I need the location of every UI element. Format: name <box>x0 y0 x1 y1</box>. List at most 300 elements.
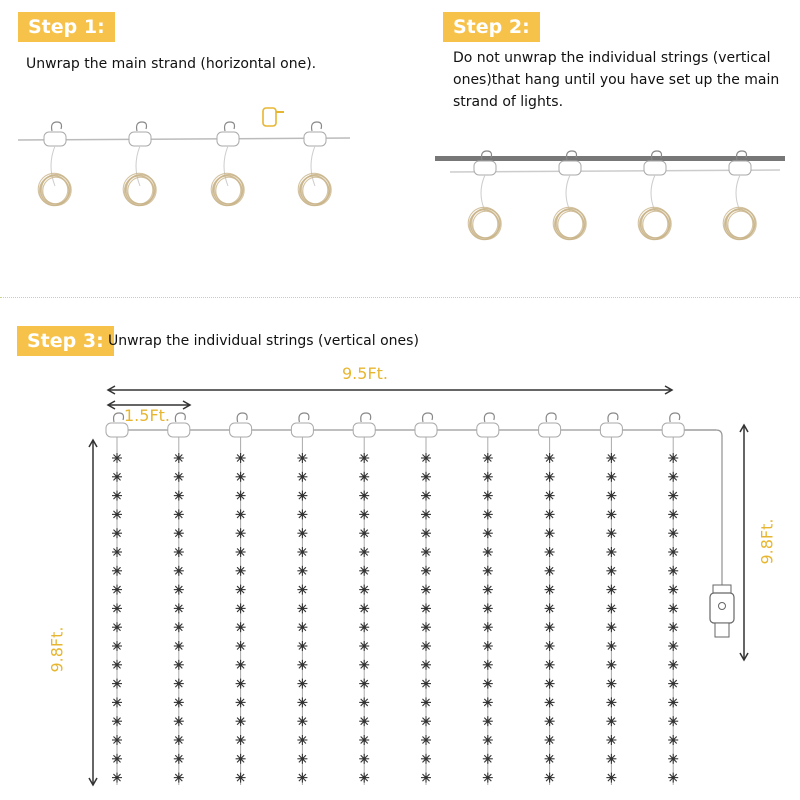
clip-box <box>217 132 239 146</box>
bulb-core <box>610 532 613 535</box>
light-bulb <box>236 547 246 557</box>
bulb-core <box>301 626 304 629</box>
string-clip <box>539 413 561 437</box>
light-bulb <box>606 697 616 707</box>
light-bulb <box>236 472 246 482</box>
bulb-core <box>115 720 118 723</box>
light-bulb <box>421 660 431 670</box>
light-bulb <box>668 528 678 538</box>
bulb-core <box>177 682 180 685</box>
light-bulb <box>668 697 678 707</box>
power-cable <box>672 430 722 585</box>
light-bulb <box>174 491 184 501</box>
bulb-core <box>610 513 613 516</box>
string-spacing-label: 1.5Ft. <box>124 406 171 425</box>
step2-line-1: Do not unwrap the individual strings (vertical <box>453 50 771 66</box>
bulb-core <box>363 720 366 723</box>
clip-box <box>230 423 252 437</box>
light-bulb <box>112 491 122 501</box>
light-bulb <box>421 491 431 501</box>
bulb-core <box>672 588 675 591</box>
step1-coil-4 <box>298 173 331 205</box>
bulb-core <box>610 626 613 629</box>
bulb-core <box>363 494 366 497</box>
light-bulb <box>606 547 616 557</box>
bulb-core <box>548 663 551 666</box>
coil-ring <box>128 177 154 204</box>
light-bulb <box>359 622 369 632</box>
light-bulb <box>359 528 369 538</box>
bulb-core <box>115 757 118 760</box>
light-bulb <box>297 773 307 783</box>
light-bulb <box>112 660 122 670</box>
vertical-string-2 <box>174 437 184 785</box>
string-clip <box>291 413 313 437</box>
bulb-core <box>363 776 366 779</box>
bulb-core <box>486 513 489 516</box>
step2-clip-2 <box>559 151 581 175</box>
light-bulb <box>421 735 431 745</box>
clip-box <box>644 161 666 175</box>
light-bulb <box>359 754 369 764</box>
light-bulb <box>359 716 369 726</box>
light-bulb <box>606 735 616 745</box>
light-bulb <box>297 754 307 764</box>
light-bulb <box>174 660 184 670</box>
light-bulb <box>421 641 431 651</box>
bulb-core <box>363 456 366 459</box>
light-bulb <box>421 773 431 783</box>
light-bulb <box>545 622 555 632</box>
light-bulb <box>421 547 431 557</box>
bulb-core <box>363 701 366 704</box>
bulb-core <box>548 720 551 723</box>
step2-drop-wire <box>481 175 485 211</box>
bulb-core <box>424 757 427 760</box>
bulb-core <box>177 663 180 666</box>
bulb-core <box>424 494 427 497</box>
light-bulb <box>421 585 431 595</box>
light-bulb <box>174 528 184 538</box>
usb-controller <box>710 585 734 637</box>
bulb-core <box>548 456 551 459</box>
light-bulb <box>359 585 369 595</box>
bulb-core <box>610 607 613 610</box>
bulb-core <box>177 738 180 741</box>
light-bulb <box>174 735 184 745</box>
light-bulb <box>112 735 122 745</box>
step2-coil-1 <box>468 207 501 239</box>
light-bulb <box>421 603 431 613</box>
bulb-core <box>424 720 427 723</box>
bulb-core <box>610 682 613 685</box>
bulb-core <box>548 550 551 553</box>
bulb-core <box>239 644 242 647</box>
bulb-core <box>672 738 675 741</box>
bulb-core <box>177 456 180 459</box>
bulb-core <box>239 663 242 666</box>
clip-box <box>729 161 751 175</box>
bulb-core <box>548 701 551 704</box>
light-bulb <box>483 453 493 463</box>
light-bulb <box>112 697 122 707</box>
bulb-core <box>610 588 613 591</box>
light-bulb <box>545 679 555 689</box>
bulb-core <box>424 663 427 666</box>
bulb-core <box>610 738 613 741</box>
bulb-core <box>301 682 304 685</box>
step2-drop-wire <box>651 175 655 211</box>
vertical-string-10 <box>668 437 678 785</box>
bulb-core <box>301 588 304 591</box>
bulb-core <box>239 607 242 610</box>
light-bulb <box>606 773 616 783</box>
hook <box>225 122 235 131</box>
light-bulb <box>606 453 616 463</box>
bulb-core <box>239 532 242 535</box>
bulb-core <box>301 607 304 610</box>
left-height-arrow <box>89 440 97 785</box>
step2-drop-wire <box>736 175 740 211</box>
bulb-core <box>177 757 180 760</box>
clip-box <box>129 132 151 146</box>
bulb-core <box>115 588 118 591</box>
light-bulb <box>483 716 493 726</box>
light-bulb <box>668 491 678 501</box>
right-height-arrow <box>740 425 748 660</box>
bulb-core <box>424 475 427 478</box>
light-bulb <box>297 697 307 707</box>
light-bulb <box>421 622 431 632</box>
light-bulb <box>174 585 184 595</box>
step2-coil-3 <box>638 207 671 239</box>
string-clip <box>353 413 375 437</box>
light-bulb <box>606 641 616 651</box>
step1-drop-wire <box>51 146 55 186</box>
light-bulb <box>668 735 678 745</box>
bulb-core <box>672 607 675 610</box>
bulb-core <box>486 550 489 553</box>
light-bulb <box>297 472 307 482</box>
light-bulb <box>545 585 555 595</box>
step2-drop-wire <box>566 175 570 211</box>
bulb-core <box>115 682 118 685</box>
bulb-core <box>610 644 613 647</box>
coil-ring <box>216 177 242 204</box>
bulb-core <box>548 682 551 685</box>
bulb-core <box>548 532 551 535</box>
light-bulb <box>174 603 184 613</box>
bulb-core <box>239 588 242 591</box>
light-bulb <box>668 547 678 557</box>
light-bulb <box>236 716 246 726</box>
bulb-core <box>239 456 242 459</box>
light-bulb <box>236 697 246 707</box>
bulb-core <box>363 626 366 629</box>
bulb-core <box>363 663 366 666</box>
bulb-core <box>486 701 489 704</box>
bulb-core <box>548 738 551 741</box>
hook <box>608 413 618 422</box>
bulb-core <box>486 738 489 741</box>
bulb-core <box>672 532 675 535</box>
bulb-core <box>177 494 180 497</box>
bulb-core <box>610 475 613 478</box>
hook <box>546 413 556 422</box>
light-bulb <box>112 622 122 632</box>
light-bulb <box>112 716 122 726</box>
light-bulb <box>421 453 431 463</box>
light-bulb <box>112 641 122 651</box>
light-bulb <box>359 641 369 651</box>
clip-box <box>477 423 499 437</box>
light-bulb <box>112 547 122 557</box>
light-bulb <box>483 773 493 783</box>
light-bulb <box>359 547 369 557</box>
bulb-core <box>239 550 242 553</box>
light-bulb <box>297 509 307 519</box>
bulb-core <box>115 644 118 647</box>
bulb-core <box>610 776 613 779</box>
light-bulb <box>174 472 184 482</box>
light-bulb <box>483 603 493 613</box>
light-bulb <box>236 603 246 613</box>
coil-ring <box>43 177 69 204</box>
clip-box <box>304 132 326 146</box>
light-bulb <box>359 773 369 783</box>
light-bulb <box>174 622 184 632</box>
bulb-core <box>177 475 180 478</box>
light-bulb <box>483 622 493 632</box>
light-bulb <box>545 566 555 576</box>
light-bulb <box>668 566 678 576</box>
bulb-core <box>672 569 675 572</box>
light-bulb <box>297 585 307 595</box>
vertical-string-6 <box>421 437 431 785</box>
bulb-core <box>548 607 551 610</box>
bulb-core <box>424 550 427 553</box>
light-bulb <box>112 585 122 595</box>
vertical-string-1 <box>112 437 122 785</box>
bulb-core <box>672 757 675 760</box>
bulb-core <box>301 475 304 478</box>
bulb-core <box>177 701 180 704</box>
light-bulb <box>297 566 307 576</box>
light-bulb <box>174 641 184 651</box>
hand-palm <box>263 108 276 126</box>
bulb-core <box>363 532 366 535</box>
light-bulb <box>483 585 493 595</box>
bulb-core <box>301 513 304 516</box>
step3-instruction: Unwrap the individual strings (vertical ones) <box>108 333 419 349</box>
step2-support-bar <box>435 156 785 161</box>
bulb-core <box>115 663 118 666</box>
step1-drop-wire <box>136 146 140 186</box>
step1-clip-3 <box>217 122 239 146</box>
light-bulb <box>297 603 307 613</box>
light-bulb <box>174 547 184 557</box>
light-bulb <box>236 528 246 538</box>
vertical-string-7 <box>483 437 493 785</box>
light-bulb <box>668 472 678 482</box>
light-bulb <box>545 773 555 783</box>
bulb-core <box>424 588 427 591</box>
light-bulb <box>174 679 184 689</box>
bulb-core <box>239 626 242 629</box>
light-bulb <box>297 491 307 501</box>
bulb-core <box>301 738 304 741</box>
bulb-core <box>672 626 675 629</box>
light-bulb <box>483 754 493 764</box>
light-bulb <box>174 453 184 463</box>
bulb-core <box>115 532 118 535</box>
light-bulb <box>112 472 122 482</box>
string-clip <box>477 413 499 437</box>
light-bulb <box>606 622 616 632</box>
light-bulb <box>174 754 184 764</box>
bulb-core <box>363 588 366 591</box>
bulb-core <box>177 513 180 516</box>
bulb-core <box>177 550 180 553</box>
bulb-core <box>548 757 551 760</box>
bulb-core <box>610 663 613 666</box>
bulb-core <box>301 701 304 704</box>
bulb-core <box>424 607 427 610</box>
step1-coil-1 <box>38 173 71 205</box>
clip-box <box>291 423 313 437</box>
bulb-core <box>486 532 489 535</box>
pointing-hand-icon <box>263 108 284 126</box>
bulb-core <box>486 682 489 685</box>
light-bulb <box>236 773 246 783</box>
light-bulb <box>545 509 555 519</box>
light-bulb <box>606 603 616 613</box>
light-bulb <box>668 622 678 632</box>
bulb-core <box>548 494 551 497</box>
light-bulb <box>421 472 431 482</box>
light-bulb <box>112 453 122 463</box>
light-bulb <box>668 773 678 783</box>
bulb-core <box>548 588 551 591</box>
bulb-core <box>239 475 242 478</box>
light-bulb <box>236 641 246 651</box>
bulb-core <box>363 475 366 478</box>
bulb-core <box>239 776 242 779</box>
step2-line-2: ones)that hang until you have set up the main <box>453 72 780 88</box>
hook <box>299 413 309 422</box>
coil-ring <box>643 211 669 238</box>
bulb-core <box>363 607 366 610</box>
usb-plug <box>715 623 729 637</box>
light-bulb <box>483 509 493 519</box>
light-bulb <box>606 528 616 538</box>
light-bulb <box>236 585 246 595</box>
bulb-core <box>177 720 180 723</box>
light-bulb <box>174 509 184 519</box>
step1-clip-4 <box>304 122 326 146</box>
hook <box>137 122 147 131</box>
bulb-core <box>672 682 675 685</box>
light-bulb <box>483 641 493 651</box>
light-bulb <box>359 660 369 670</box>
light-bulb <box>359 472 369 482</box>
string-height-right-label: 9.8Ft. <box>757 518 777 565</box>
light-bulb <box>236 754 246 764</box>
light-bulb <box>545 716 555 726</box>
hook <box>175 413 185 422</box>
clip-box <box>353 423 375 437</box>
bulb-core <box>424 513 427 516</box>
bulb-core <box>610 569 613 572</box>
light-bulb <box>545 735 555 745</box>
light-bulb <box>483 491 493 501</box>
light-bulb <box>236 453 246 463</box>
bulb-core <box>548 475 551 478</box>
light-bulb <box>606 679 616 689</box>
light-bulb <box>174 697 184 707</box>
light-bulb <box>236 660 246 670</box>
light-bulb <box>112 754 122 764</box>
light-bulb <box>112 528 122 538</box>
light-bulb <box>359 491 369 501</box>
bulb-core <box>239 569 242 572</box>
bulb-core <box>115 456 118 459</box>
bulb-core <box>115 475 118 478</box>
vertical-string-8 <box>545 437 555 785</box>
light-bulb <box>112 603 122 613</box>
light-bulb <box>174 566 184 576</box>
bulb-core <box>177 607 180 610</box>
bulb-core <box>486 588 489 591</box>
bulb-core <box>672 720 675 723</box>
bulb-core <box>115 701 118 704</box>
bulb-core <box>672 701 675 704</box>
string-clip <box>230 413 252 437</box>
bulb-core <box>672 644 675 647</box>
hook <box>114 413 124 422</box>
bulb-core <box>301 569 304 572</box>
bulb-core <box>177 532 180 535</box>
step2-coil-2 <box>553 207 586 239</box>
step3-badge: Step 3: <box>17 326 114 356</box>
coil-ring <box>473 211 499 238</box>
bulb-core <box>486 757 489 760</box>
light-bulb <box>421 509 431 519</box>
light-bulb <box>112 566 122 576</box>
light-bulb <box>668 660 678 670</box>
light-bulb <box>483 547 493 557</box>
bulb-core <box>115 569 118 572</box>
light-bulb <box>483 697 493 707</box>
bulb-core <box>301 663 304 666</box>
bulb-core <box>239 720 242 723</box>
bulb-core <box>239 682 242 685</box>
string-clip <box>415 413 437 437</box>
bulb-core <box>610 720 613 723</box>
bulb-core <box>486 607 489 610</box>
bulb-core <box>301 532 304 535</box>
light-bulb <box>297 679 307 689</box>
hook <box>361 413 371 422</box>
bulb-core <box>486 475 489 478</box>
bulb-core <box>115 626 118 629</box>
bulb-core <box>115 738 118 741</box>
light-bulb <box>297 622 307 632</box>
light-bulb <box>606 585 616 595</box>
bulb-core <box>424 738 427 741</box>
vertical-string-3 <box>236 437 246 785</box>
bulb-core <box>610 456 613 459</box>
